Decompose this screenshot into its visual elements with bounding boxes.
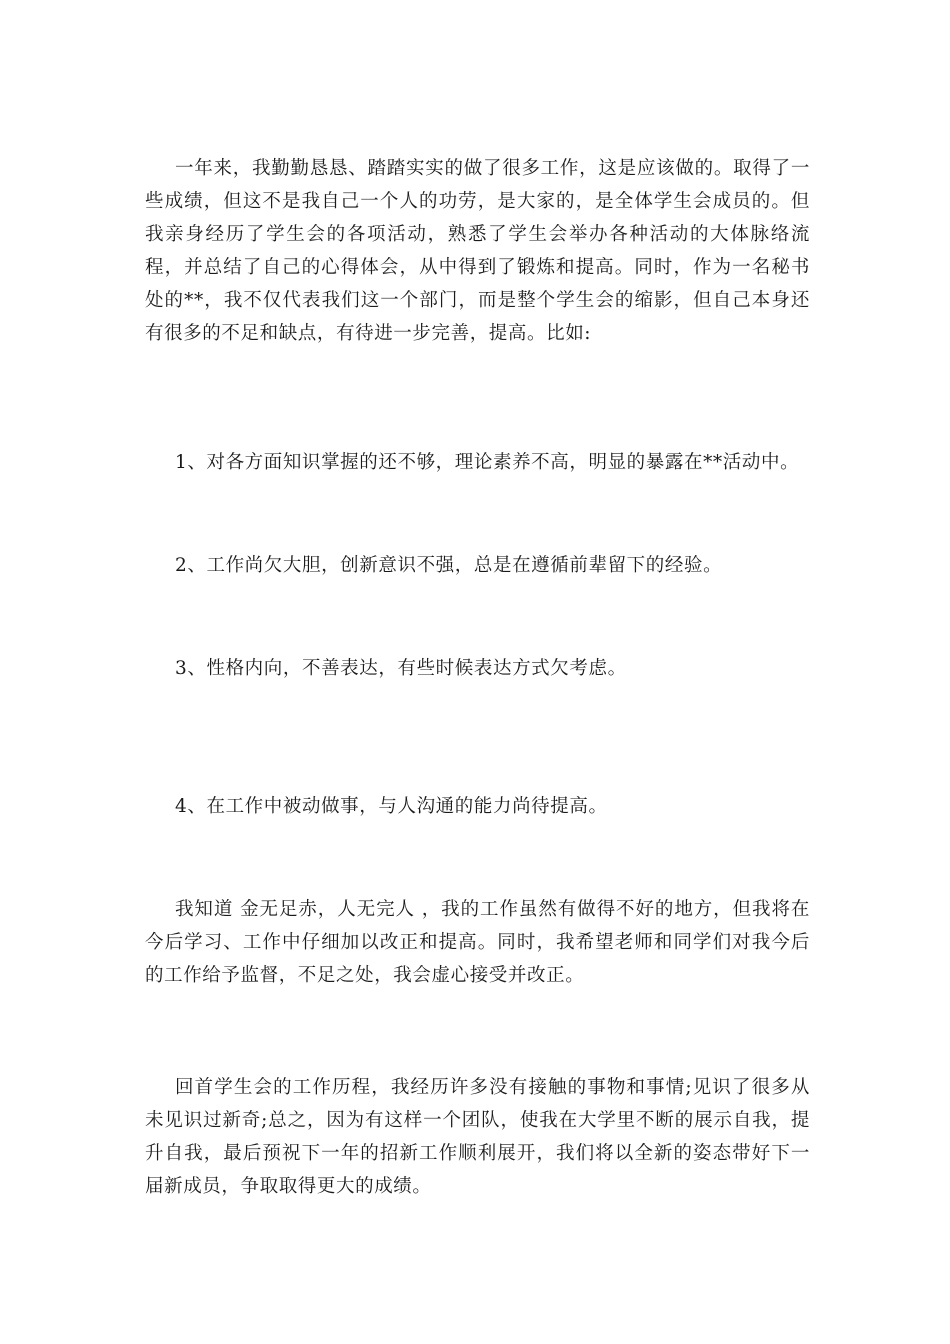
paragraph-conclusion: 回首学生会的工作历程，我经历许多没有接触的事物和事情;见识了很多从未见识过新奇;总之，因为有这样一个团队，使我在大学里不断的展示自我，提升自我，最后预祝下一年的招新工作顺利展开，我们将以全新的姿态带好下一届新成员，争取取得更大的成绩。	[145, 1077, 810, 1197]
list-item-3: 3、性格内向，不善表达，有些时候表达方式欠考虑。	[175, 658, 627, 679]
paragraph-reflection: 我知道 金无足赤，人无完人 ，我的工作虽然有做得不好的地方，但我将在今后学习、工作中仔细加以改正和提高。同时，我希望老师和同学们对我今后的工作给予监督，不足之处，我会虚心接受并改正。	[145, 899, 810, 986]
list-item-4: 4、在工作中被动做事，与人沟通的能力尚待提高。	[175, 796, 608, 817]
list-item-1: 1、对各方面知识掌握的还不够，理论素养不高，明显的暴露在**活动中。	[175, 452, 800, 473]
paragraph-intro: 一年来，我勤勤恳恳、踏踏实实的做了很多工作，这是应该做的。取得了一些成绩，但这不是我自己一个人的功劳，是大家的，是全体学生会成员的。但我亲身经历了学生会的各项活动，熟悉了学生会举办各种活动的大体脉络流程，并总结了自己的心得体会，从中得到了锻炼和提高。同时，作为一名秘书处的**，我不仅代表我们这一个部门，而是整个学生会的缩影，但自己本身还有很多的不足和缺点，有待进一步完善，提高。比如:	[145, 158, 810, 344]
list-item-2: 2、工作尚欠大胆，创新意识不强，总是在遵循前辈留下的经验。	[175, 555, 723, 576]
